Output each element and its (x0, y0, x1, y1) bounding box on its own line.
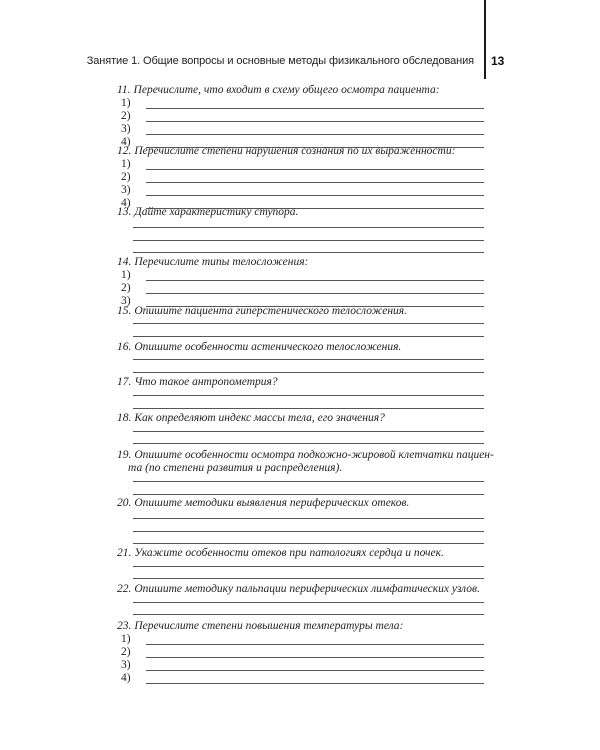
answer-line[interactable] (133, 578, 484, 579)
answer-item-label: 4) (121, 197, 131, 209)
answer-line[interactable] (133, 481, 484, 482)
answer-line[interactable] (146, 657, 484, 658)
question-text: Перечислите, что входит в схему общего осмотра пациента: (133, 84, 440, 96)
question-text: Опишите особенности астенического телосложения. (134, 341, 402, 353)
answer-line[interactable] (146, 293, 484, 294)
answer-line[interactable] (133, 431, 484, 432)
question-number: 22. (117, 583, 132, 595)
question-text: Как определяют индекс массы тела, его значения? (134, 412, 385, 424)
answer-line[interactable] (133, 566, 484, 567)
answer-item-label: 3) (121, 123, 131, 135)
answer-line[interactable] (133, 395, 484, 396)
question-text: Перечислите типы телосложения: (134, 256, 309, 268)
answer-line[interactable] (146, 134, 484, 135)
question-text: Опишите пациента гиперстенического телосложения. (134, 305, 408, 317)
answer-line[interactable] (133, 443, 484, 444)
question-16 (117, 341, 497, 354)
answer-item-label: 2) (121, 646, 131, 658)
answer-line[interactable] (146, 108, 484, 109)
question-text: Что такое антропометрия? (134, 376, 278, 388)
answer-item-label: 1) (121, 158, 131, 170)
answer-item-label: 1) (121, 633, 131, 645)
answer-line[interactable] (133, 372, 484, 373)
answer-line[interactable] (133, 518, 484, 519)
page-number: 13 (491, 54, 505, 68)
question-11 (117, 84, 497, 97)
question-number: 23. (117, 620, 132, 632)
answer-item-label: 1) (121, 97, 131, 109)
question-19 (117, 449, 497, 462)
question-text: Опишите методики выявления периферических отеков. (134, 497, 410, 509)
question-text: Опишите методику пальпации периферических лимфатических узлов. (134, 583, 480, 595)
question-number: 16. (117, 341, 132, 353)
answer-item-label: 4) (121, 136, 131, 148)
answer-line[interactable] (146, 195, 484, 196)
question-text: Опишите особенности осмотра подкожно-жировой клетчатки пациен- (134, 449, 494, 461)
answer-item-label: 2) (121, 282, 131, 294)
answer-item-label: 3) (121, 184, 131, 196)
answer-line[interactable] (133, 323, 484, 324)
answer-line[interactable] (146, 683, 484, 684)
answer-line[interactable] (146, 182, 484, 183)
question-number: 14. (117, 256, 132, 268)
answer-line[interactable] (133, 531, 484, 532)
answer-line[interactable] (133, 359, 484, 360)
question-20 (117, 497, 497, 510)
answer-line[interactable] (133, 614, 484, 615)
answer-line[interactable] (133, 336, 484, 337)
answer-line[interactable] (133, 240, 484, 241)
question-number: 19. (117, 449, 132, 461)
answer-item-label: 2) (121, 171, 131, 183)
question-13 (117, 206, 497, 219)
question-text: Перечислите степени нарушения сознания по их выраженности: (134, 145, 456, 157)
question-number: 20. (117, 497, 132, 509)
question-number: 12. (117, 145, 132, 157)
answer-line[interactable] (133, 494, 484, 495)
answer-line[interactable] (133, 543, 484, 544)
answer-item-label: 3) (121, 295, 131, 307)
answer-line[interactable] (133, 408, 484, 409)
question-23 (117, 620, 497, 633)
answer-line[interactable] (146, 121, 484, 122)
question-number: 21. (117, 547, 132, 559)
answer-item-label: 4) (121, 672, 131, 684)
answer-line[interactable] (146, 644, 484, 645)
question-22 (117, 583, 497, 596)
question-text-continued: та (по степени развития и распределения). (128, 462, 343, 474)
question-14 (117, 256, 497, 269)
answer-line[interactable] (146, 670, 484, 671)
question-text: Укажите особенности отеков при патологиях сердца и почек. (134, 547, 444, 559)
question-15 (117, 305, 497, 318)
question-text: Дайте характеристику ступора. (134, 206, 299, 218)
question-text: Перечислите степени повышения температуры тела: (134, 620, 404, 632)
answer-item-label: 3) (121, 659, 131, 671)
question-number: 11. (117, 84, 131, 96)
answer-item-label: 1) (121, 269, 131, 281)
answer-line[interactable] (133, 602, 484, 603)
running-header-title: Занятие 1. Общие вопросы и основные методы физикального обследования (86, 55, 474, 67)
question-18 (117, 412, 497, 425)
answer-line[interactable] (146, 280, 484, 281)
question-number: 15. (117, 305, 132, 317)
question-number: 13. (117, 206, 132, 218)
answer-line[interactable] (133, 252, 484, 253)
question-17 (117, 376, 497, 389)
answer-item-label: 2) (121, 110, 131, 122)
answer-line[interactable] (146, 169, 484, 170)
answer-line[interactable] (133, 227, 484, 228)
question-21 (117, 547, 497, 560)
question-number: 17. (117, 376, 132, 388)
question-12 (117, 145, 497, 158)
question-number: 18. (117, 412, 132, 424)
